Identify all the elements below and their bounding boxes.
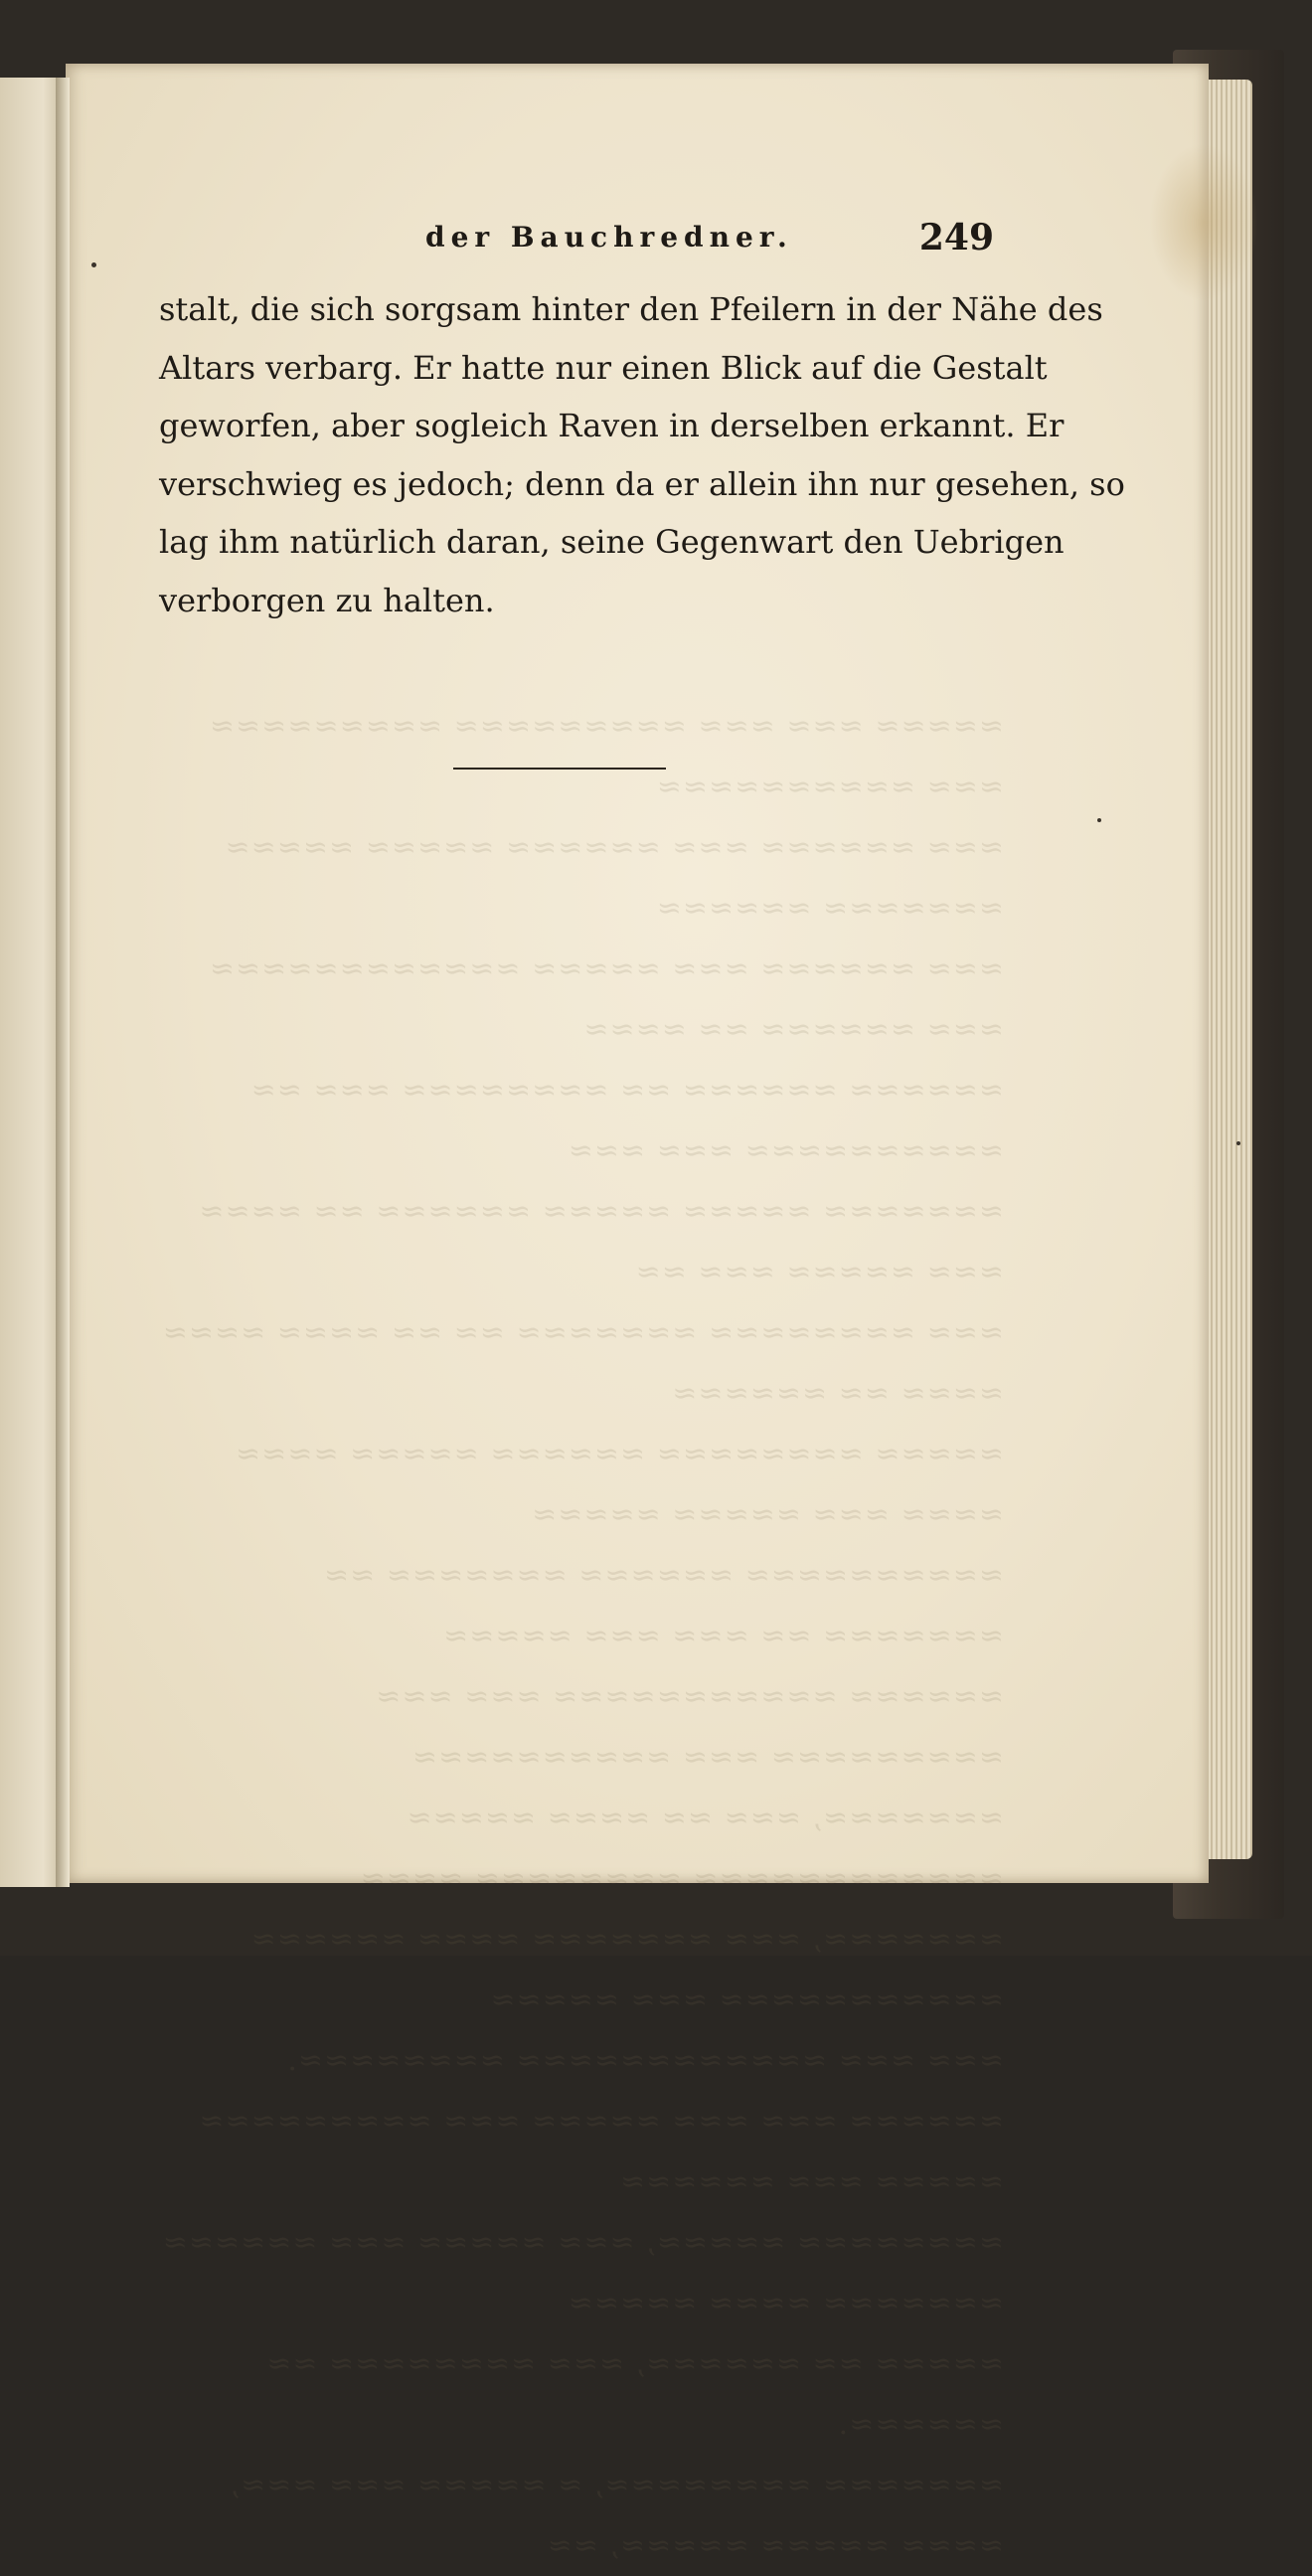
ink-speck bbox=[91, 262, 96, 267]
ink-speck bbox=[1236, 1141, 1240, 1145]
text-line: Altars verbarg. Er hatte nur einen Blick auf die Gestalt bbox=[159, 348, 1048, 387]
text-line: verborgen zu halten. bbox=[159, 581, 495, 619]
text-line: stalt, die sich sorgsam hinter den Pfeilern in der Nähe des bbox=[159, 290, 1103, 328]
previous-page-edge bbox=[0, 78, 62, 1887]
text-line: verschwieg es jedoch; denn da er allein ihn nur gesehen, so bbox=[159, 464, 1125, 503]
running-head: der Bauchredner. bbox=[425, 221, 793, 254]
gutter-shadow bbox=[56, 78, 70, 1887]
section-rule bbox=[453, 768, 666, 770]
show-through-texture: ≈≈≈≈≈ ≈≈≈ ≈≈≈ ≈≈≈≈≈≈≈≈≈ ≈≈≈≈≈≈≈≈≈ ≈≈≈ ≈≈≈≈≈≈≈≈≈≈ ≈≈≈ ≈≈≈≈≈≈ ≈≈≈ ≈≈≈≈≈≈ ≈≈≈≈≈ ≈≈≈≈≈ ≈≈≈≈≈≈≈ ≈≈≈≈≈≈ ≈≈≈ ≈≈≈≈≈≈ ≈≈≈ ≈≈≈≈≈ ≈≈≈≈≈≈≈≈≈≈≈≈ ≈≈≈ ≈≈≈≈≈≈ ≈≈ ≈≈≈≈ ≈≈≈≈≈≈ ≈≈≈≈≈≈ ≈≈ ≈≈≈≈≈≈≈≈ ≈≈≈ ≈≈ ≈≈≈≈≈≈≈≈≈≈ ≈≈≈ ≈≈≈ ≈≈≈≈≈≈≈ ≈≈≈≈≈ ≈≈≈≈≈ ≈≈≈≈≈≈ ≈≈ ≈≈≈≈ ≈≈≈ ≈≈≈≈≈ ≈≈≈ ≈≈ ≈≈≈ ≈≈≈≈≈≈≈≈ ≈≈≈≈≈≈≈ ≈≈ ≈≈ ≈≈≈≈ ≈≈≈≈ ≈≈≈≈ ≈≈ ≈≈≈≈≈≈ ≈≈≈≈≈ ≈≈≈≈≈≈≈≈ ≈≈≈≈≈≈ ≈≈≈≈≈ ≈≈≈≈ ≈≈≈≈ ≈≈≈ ≈≈≈≈≈ ≈≈≈≈≈ ≈≈≈≈≈≈≈≈≈≈ ≈≈≈≈≈≈ ≈≈≈≈≈≈≈ ≈≈ ≈≈≈≈≈≈≈ ≈≈ ≈≈≈ ≈≈≈ ≈≈≈≈≈ ≈≈≈≈≈≈ ≈≈≈≈≈≈≈≈≈≈≈ ≈≈≈ ≈≈≈ ≈≈≈≈≈≈≈≈≈ ≈≈≈ ≈≈≈≈≈≈≈≈≈≈ ≈≈≈≈≈≈≈, ≈≈≈ ≈≈ ≈≈≈≈ ≈≈≈≈≈ ≈≈≈≈≈≈≈≈≈≈≈≈ ≈≈≈≈≈≈≈≈ ≈≈≈≈ ≈≈≈≈≈≈≈, ≈≈≈ ≈≈≈≈≈≈≈ ≈≈≈≈ ≈≈≈≈≈≈ ≈≈≈≈≈≈≈≈≈≈≈ ≈≈≈ ≈≈≈≈≈ ≈≈≈ ≈≈≈ ≈≈≈≈≈≈≈≈≈≈≈≈ ≈≈≈≈≈≈≈≈. ≈≈≈≈≈≈ ≈≈≈ ≈≈≈ ≈≈≈≈≈ ≈≈≈ ≈≈≈≈≈≈≈≈≈ ≈≈≈≈≈ ≈≈≈ ≈≈≈≈≈≈ ≈≈≈≈≈≈≈≈ ≈≈≈≈≈, ≈≈≈ ≈≈≈≈≈ ≈≈≈ ≈≈≈≈≈≈ ≈≈≈≈≈≈≈ ≈≈≈≈ ≈≈≈≈≈ ≈≈≈≈≈ ≈≈ ≈≈≈≈≈≈, ≈≈≈ ≈≈≈≈≈≈≈≈ ≈≈ ≈≈≈≈≈≈. ≈≈≈≈≈≈≈ ≈≈≈≈≈≈≈≈, ≈ ≈≈≈≈≈ ≈≈≈ ≈≈≈, ≈≈≈≈ ≈≈≈≈≈ ≈≈≈≈≈, ≈≈ bbox=[161, 709, 1004, 2563]
page-number: 249 bbox=[918, 217, 994, 258]
ink-speck bbox=[1097, 818, 1101, 822]
text-line: geworfen, aber sogleich Raven in derselben erkannt. Er bbox=[159, 407, 1065, 444]
page-header bbox=[159, 217, 994, 264]
body-text bbox=[159, 280, 1125, 629]
paper-stain bbox=[1149, 143, 1258, 302]
text-line: lag ihm natürlich daran, seine Gegenwart den Uebrigen bbox=[159, 523, 1065, 561]
